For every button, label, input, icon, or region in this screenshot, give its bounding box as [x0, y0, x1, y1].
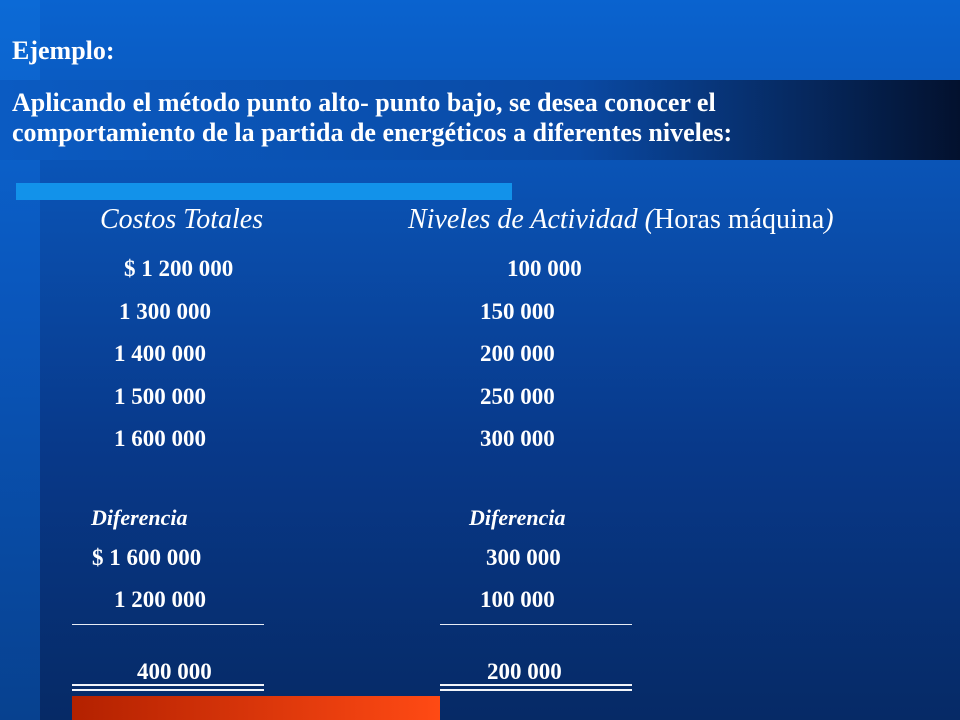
header-niveles-actividad	[408, 204, 834, 236]
diferencia-label-niveles: Diferencia	[469, 505, 566, 530]
nivel-value: 100 000	[507, 256, 582, 281]
costo-value: 1 400 000	[114, 341, 206, 366]
diferencia-nivel-alto: 300 000	[486, 545, 561, 570]
diferencia-costo-bajo: 1 200 000	[114, 587, 206, 612]
nivel-value: 200 000	[480, 341, 555, 366]
diferencia-label-costos: Diferencia	[91, 505, 188, 530]
costo-value: $ 1 200 000	[124, 256, 234, 281]
nivel-value: 150 000	[480, 299, 555, 324]
intro-line-2: comportamiento de la partida de energéticos a diferentes niveles:	[12, 118, 733, 147]
total-double-line-costos-bottom	[72, 689, 264, 691]
intro-line-1: Aplicando el método punto alto- punto bajo, se desea conocer el	[12, 88, 716, 117]
diferencia-costo-alto: $ 1 600 000	[92, 545, 202, 570]
costo-value: 1 600 000	[114, 426, 206, 451]
total-double-line-niveles-bottom	[440, 689, 632, 691]
diferencia-nivel-bajo: 100 000	[480, 587, 555, 612]
header-niveles-part-a: Niveles de Actividad (	[408, 204, 654, 235]
total-double-line-costos-top	[72, 684, 264, 686]
costo-value: 1 300 000	[119, 299, 211, 324]
header-niveles-part-c: )	[824, 204, 834, 235]
accent-bar	[16, 183, 512, 200]
diferencia-costo-resultado: 400 000	[137, 659, 212, 684]
slide-heading: Ejemplo:	[12, 36, 115, 65]
subtraction-line-costos	[72, 624, 264, 625]
nivel-value: 300 000	[480, 426, 555, 451]
intro-text	[12, 88, 732, 148]
diferencia-nivel-resultado: 200 000	[487, 659, 562, 684]
subtraction-line-niveles	[440, 624, 632, 625]
header-niveles-part-b: Horas máquina	[653, 204, 825, 235]
costo-value: 1 500 000	[114, 384, 206, 409]
header-costos-totales: Costos Totales	[100, 204, 264, 235]
nivel-value: 250 000	[480, 384, 555, 409]
orange-accent-bar	[72, 696, 440, 720]
total-double-line-niveles-top	[440, 684, 632, 686]
